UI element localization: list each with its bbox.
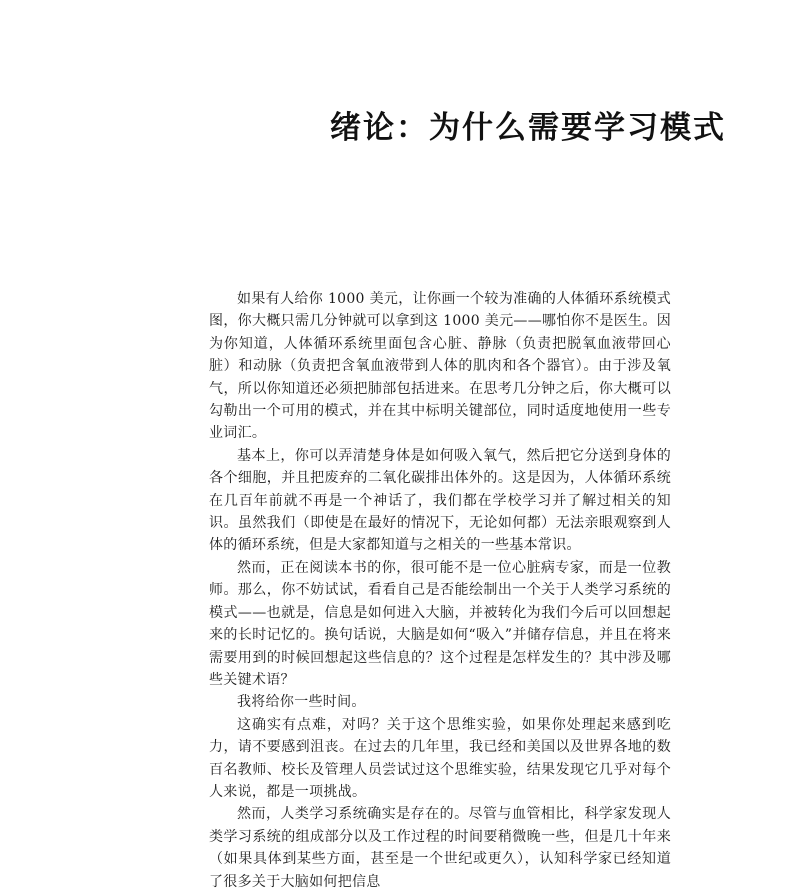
paragraph: 然而，正在阅读本书的你，很可能不是一位心脏病专家，而是一位教师。那么，你不妨试试，看看自己是否能绘制出一个关于人类学习系统的模式——也就是，信息是如何进入大脑，并被转化为我们今后可以回想起来的长时记忆的。换句话说，大脑是如何“吸入”并储存信息，并且在将来需要用到的时候回想起这些信息的？这个过程是怎样发生的？其中涉及哪些关键术语？ [209,559,671,688]
paragraph: 然而，人类学习系统确实是存在的。尽管与血管相比，科学家发现人类学习系统的组成部分以及工作过程的时间要稍微晚一些，但是几十年来（如果具体到某些方面，甚至是一个世纪或更久），认知科学家已经知道了很多关于大脑如何把信息 [209,806,671,890]
paragraph: 我将给你一些时间。 [237,694,366,711]
body-text [209,288,671,893]
paragraph: 如果有人给你 1000 美元，让你画一个较为准确的人体循环系统模式图，你大概只需几分钟就可以拿到这 1000 美元——哪怕你不是医生。因为你知道，人体循环系统里面包含心脏、静脉（负责把脱氧血液带回心脏）和动脉（负责把含氧血液带到人体的肌肉和各个器官）。由于涉及氧气，所以你知道还必须把肺部包括进来。在思考几分钟之后，你大概可以勾勒出一个可用的模式，并在其中标明关键部位，同时适度地使用一些专业词汇。 [209,291,671,442]
chapter-title: 绪论：为什么需要学习模式 [330,110,726,146]
paragraph: 基本上，你可以弄清楚身体是如何吸入氧气，然后把它分送到身体的各个细胞，并且把废弃的二氧化碳排出体外的。这是因为，人体循环系统在几百年前就不再是一个神话了，我们都在学校学习并了解过相关的知识。虽然我们（即使是在最好的情况下，无论如何都）无法亲眼观察到人体的循环系统，但是大家都知道与之相关的一些基本常识。 [209,447,671,554]
paragraph: 这确实有点难，对吗？关于这个思维实验，如果你处理起来感到吃力，请不要感到沮丧。在过去的几年里，我已经和美国以及世界各地的数百名教师、校长及管理人员尝试过这个思维实验，结果发现它几乎对每个人来说，都是一项挑战。 [209,716,671,800]
